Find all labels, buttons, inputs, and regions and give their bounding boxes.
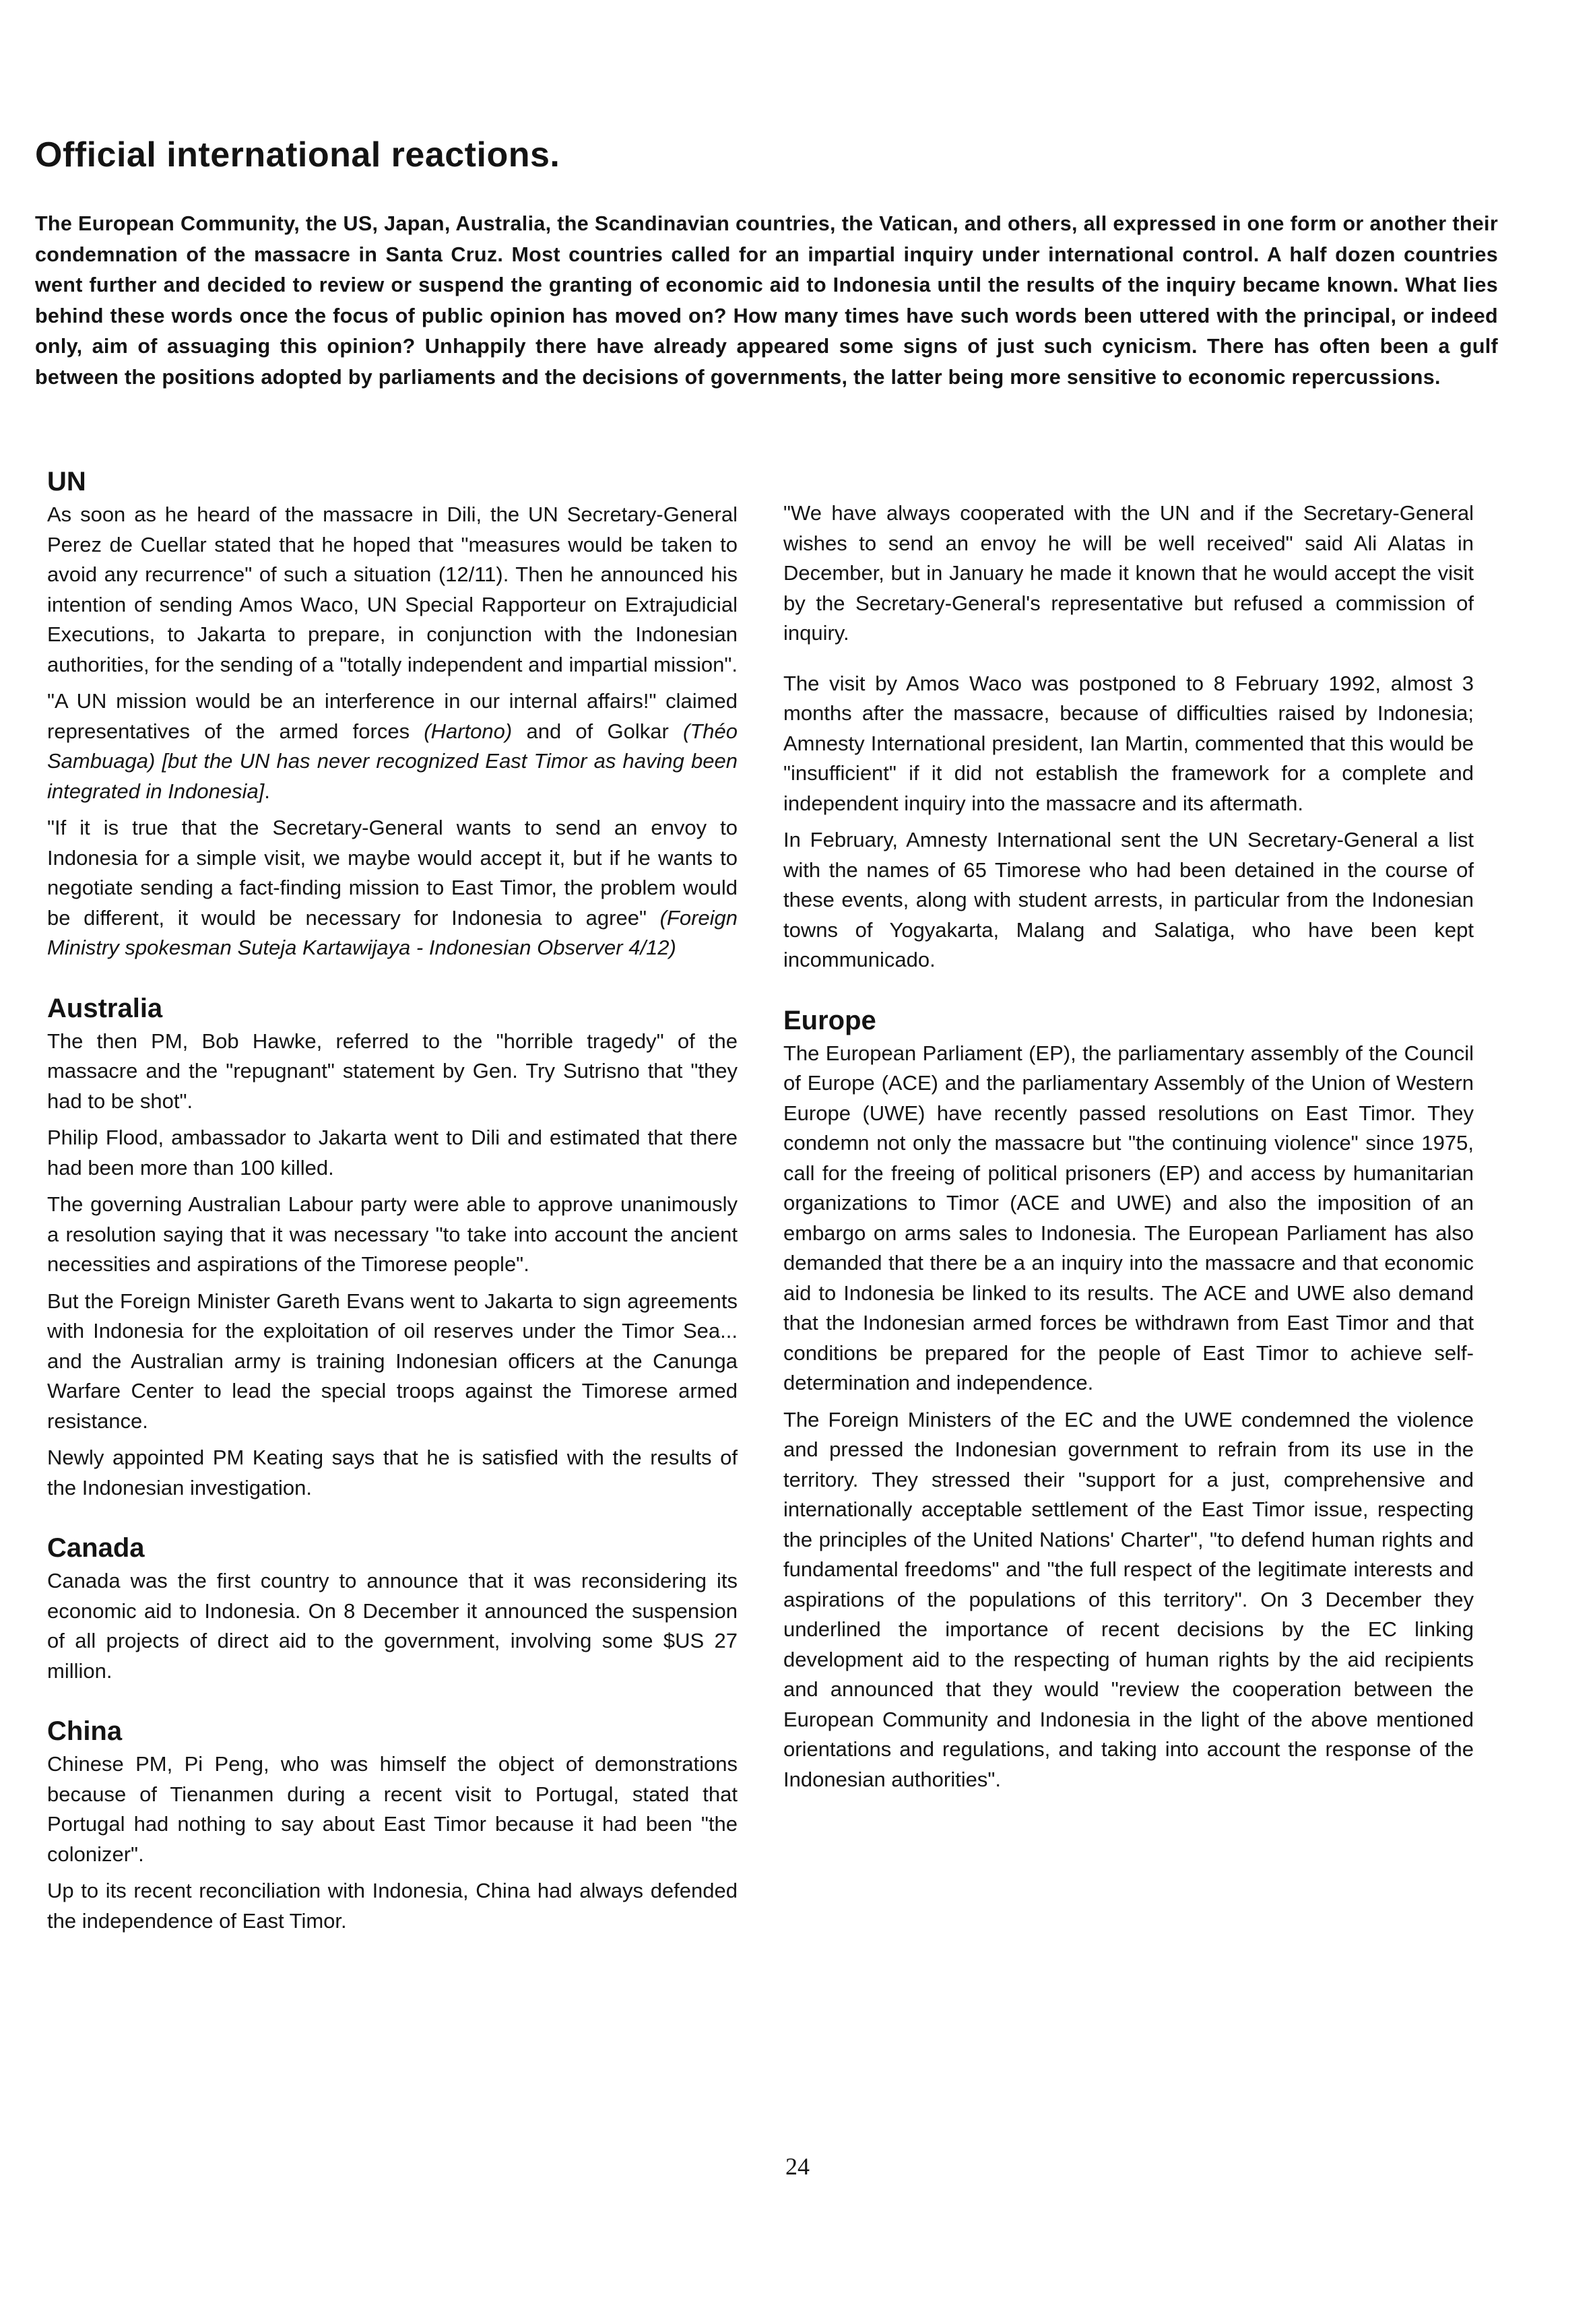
section-china bbox=[47, 1714, 738, 1936]
un-paragraph-3-source: (Foreign Ministry spokesman Suteja Kartawijaya - Indonesian Observer 4/12) bbox=[47, 905, 738, 959]
un-paragraph-4: "We have always cooperated with the UN and if the Secretary-General wishes to send an envoy he will be well received" said Ali Alatas in December, but in January he made it known that he would accept the visit by the Secretary-General's representative but refused a commission of inquiry. bbox=[783, 501, 1474, 645]
right-column bbox=[783, 465, 1474, 1823]
section-heading-china: China bbox=[47, 1716, 123, 1746]
un-paragraph-2-text: "A UN mission would be an interference in our internal affairs!" claimed representatives of the armed forces bbox=[47, 689, 738, 743]
europe-paragraph-1: The European Parliament (EP), the parliamentary assembly of the Council of Europe (ACE) and the parliamentary Assembly of the Union of Western Europe (UWE) have recently passed resolutions on East Timor. They condemn not only the massacre but "the continuing violence" since 1975, call for the freeing of political prisoners (EP) and access by humanitarian organizations to Timor (ACE and UWE) and also the imposition of an embargo on arms sales to Indonesia. The European Parliament has also demanded that there be a an inquiry into the massacre and that economic aid to Indonesia be linked to its results. The ACE and UWE also demand that the Indonesian armed forces be withdrawn from East Timor and that conditions be prepared for the people of East Timor to achieve self-determination and independence. bbox=[783, 1041, 1474, 1394]
un-paragraph-6: In February, Amnesty International sent the UN Secretary-General a list with the names of 65 Timorese who had been detained in the course of these events, along with student arrests, in particular from the Indonesian towns of Yogyakarta, Malang and Salatiga, who have been kept incommunicado. bbox=[783, 828, 1474, 971]
section-heading-australia: Australia bbox=[47, 993, 163, 1023]
page-number: 24 bbox=[785, 2153, 810, 2180]
section-canada bbox=[47, 1531, 738, 1686]
australia-paragraph-4: But the Foreign Minister Gareth Evans went to Jakarta to sign agreements with Indonesia for the exploitation of oil reserves under the Timor Sea... and the Australian army is training Indonesian officers at the Canunga Warfare Center to lead the special troops against the Timorese armed resistance. bbox=[47, 1289, 738, 1433]
section-un bbox=[47, 465, 738, 963]
australia-paragraph-3: The governing Australian Labour party were able to approve unanimously a resolution saying that it was necessary "to take into account the ancient necessities and aspirations of the Timorese people". bbox=[47, 1192, 738, 1276]
section-heading-canada: Canada bbox=[47, 1533, 145, 1563]
un-paragraph-5: The visit by Amos Waco was postponed to 8 February 1992, almost 3 months after the massacre, because of difficulties raised by Indonesia; Amnesty International president, Ian Martin, commented that this would be "insufficient" if it did not establish the framework for a complete and independent inquiry into the massacre and its aftermath. bbox=[783, 671, 1474, 815]
section-un-continued bbox=[783, 465, 1474, 975]
australia-paragraph-2: Philip Flood, ambassador to Jakarta went to Dili and estimated that there had been more than 100 killed. bbox=[47, 1126, 738, 1180]
page-title: Official international reactions. bbox=[35, 135, 560, 174]
china-paragraph-1: Chinese PM, Pi Peng, who was himself the object of demonstrations because of Tienanmen during a recent visit to Portugal, stated that Portugal had nothing to say about East Timor because it had been "the colonizer". bbox=[47, 1752, 738, 1866]
intro-paragraph: The European Community, the US, Japan, Australia, the Scandinavian countries, the Vatican, and others, all expressed in one form or another their condemnation of the massacre in Santa Cruz. Most countries called for an impartial inquiry under international control. A half dozen countries went further and decided to review or suspend the granting of economic aid to Indonesia until the results of the inquiry became known. What lies behind these words once the focus of public opinion has moved on? How many times have such words been uttered with the principal, or indeed only, aim of assuaging this opinion? Unhappily there have already appeared some signs of just such cynicism. There has often been a gulf between the positions adopted by parliaments and the decisions of governments, the latter being more sensitive to economic repercussions. bbox=[35, 212, 1498, 389]
left-column bbox=[47, 465, 738, 1964]
australia-paragraph-5: Newly appointed PM Keating says that he is satisfied with the results of the Indonesian investigation. bbox=[47, 1446, 738, 1499]
un-paragraph-2-text-b: and of Golkar bbox=[512, 719, 684, 743]
europe-paragraph-2: The Foreign Ministers of the EC and the UWE condemned the violence and pressed the Indonesian government to refrain from its use in the territory. They stressed their "support for a just, comprehensive and internationally acceptable settlement of the East Timor issue, respecting the principles of the United Nations' Charter", "to defend human rights and fundamental freedoms" and "the full respect of the legitimate interests and aspirations of the populations of this territory". On 3 December they underlined the importance of recent decisions by the EC linking development aid to the respecting of human rights by the aid recipients and announced that they would "review the cooperation between the European Community and Indonesia in the light of the above mentioned orientations and regulations, and taking into account the response of the Indonesian authorities". bbox=[783, 1407, 1474, 1791]
canada-paragraph-1: Canada was the first country to announce that it was reconsidering its economic aid to Indonesia. On 8 December it announced the suspension of all projects of direct aid to the government, involving some $US 27 million. bbox=[47, 1569, 738, 1683]
un-paragraph-2-italic-golkar: (Théo Sambuaga) [but the UN has never recognized East Timor as having been integrated in Indonesia] bbox=[47, 719, 738, 803]
un-paragraph-3-text: "If it is true that the Secretary-General wants to send an envoy to Indonesia for a simple visit, we maybe would accept it, but if he wants to negotiate sending a fact-finding mission to East Timor, the problem would be different, it would be necessary for Indonesia to agree" bbox=[47, 816, 738, 930]
un-paragraph-2-italic-hartono: (Hartono) bbox=[424, 719, 513, 743]
un-paragraph-3 bbox=[47, 813, 738, 963]
section-heading-europe: Europe bbox=[783, 1005, 876, 1035]
un-paragraph-2 bbox=[47, 686, 738, 806]
australia-paragraph-1: The then PM, Bob Hawke, referred to the "horrible tragedy" of the massacre and the "repugnant" statement by Gen. Try Sutrisno that "they had to be shot". bbox=[47, 1029, 738, 1113]
section-australia bbox=[47, 992, 738, 1504]
section-heading-un: UN bbox=[47, 467, 86, 496]
section-europe bbox=[783, 1004, 1474, 1795]
un-paragraph-2-end: . bbox=[264, 779, 270, 803]
china-paragraph-2: Up to its recent reconciliation with Indonesia, China had always defended the independence of East Timor. bbox=[47, 1879, 738, 1933]
un-paragraph-1: As soon as he heard of the massacre in Dili, the UN Secretary-General Perez de Cuellar stated that he hoped that "measures would be taken to avoid any recurrence" of such a situation (12/11). Then he announced his intention of sending Amos Waco, UN Special Rapporteur on Extrajudicial Executions, to Jakarta to prepare, in conjunction with the Indonesian authorities, for the sending of a "totally independent and impartial mission". bbox=[47, 503, 738, 676]
